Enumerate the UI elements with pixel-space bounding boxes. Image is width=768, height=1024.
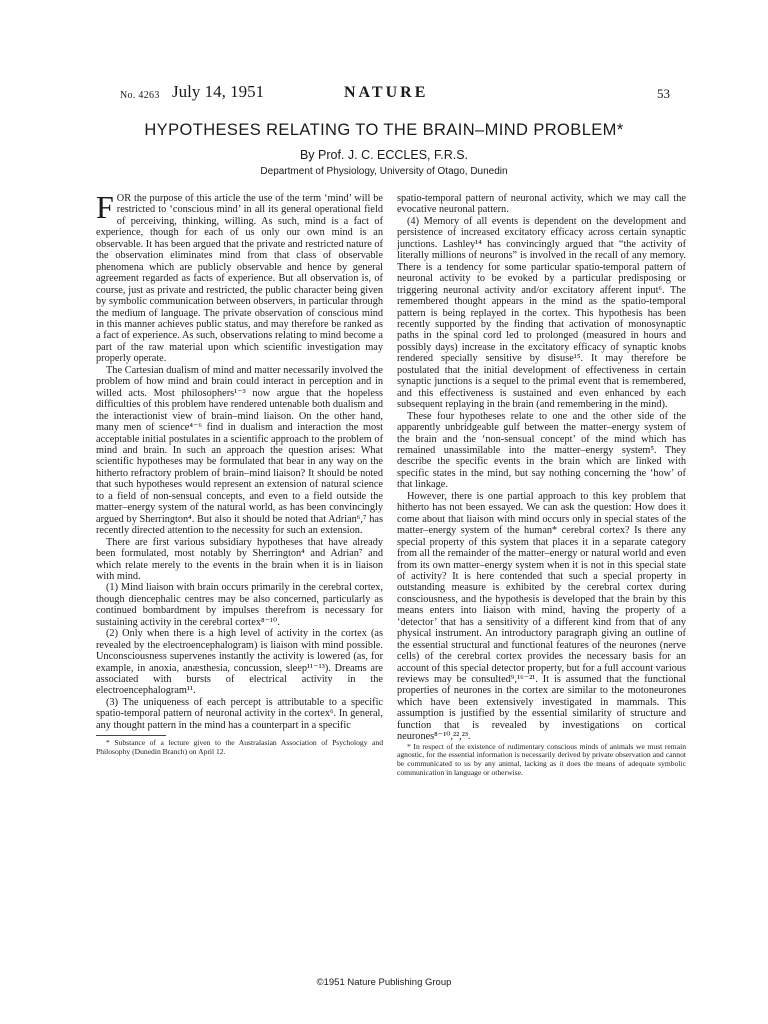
issue-number: No. 4263 bbox=[120, 90, 160, 101]
copyright-notice: ©1951 Nature Publishing Group bbox=[316, 977, 452, 988]
paragraph: spatio-temporal pattern of neuronal activity, which we may call the evocative neuronal pattern. bbox=[397, 193, 686, 216]
article-affiliation: Department of Physiology, University of Otago, Dunedin bbox=[260, 166, 508, 177]
paragraph: These four hypotheses relate to one and the other side of the apparently unbridgeable gulf between the matter–energy system of the brain and the ‘non-sensual concept’ of the mind which has remained unassimilable into the matter–energy system⁵. They describe the specific events in the brain which are linked with specific states in the mind, but say nothing concerning the ‘how’ of that linkage. bbox=[397, 410, 686, 491]
right-column bbox=[397, 193, 686, 777]
paragraph: The Cartesian dualism of mind and matter necessarily involved the problem of how mind and brain could interact in perception and in willed acts. Most philosophers¹⁻³ now argue that the hopeless difficulties of this problem have rendered untenable both dualism and the interactionist view of brain–mind liaison. On the other hand, many men of science⁴⁻⁶ find in dualism and interaction the most acceptable initial postulates in a scientific approach to the problem of mind and brain. In such an approach the question arises: What scientific hypotheses may be formulated that bear in any way on the hitherto refractory problem of brain–mind liaison? It should be noted that such hypotheses would represent an extension of natural science to a field of non-sensual concepts, and even to a field outside the matter–energy system of the natural world, as has been convincingly argued by Sherrington⁴. But also it should be noted that Adrian⁶,⁷ has recently directed attention to the necessity for such an extension. bbox=[96, 364, 383, 537]
article-author: By Prof. J. C. ECCLES, F.R.S. bbox=[299, 148, 469, 162]
footnote: * In respect of the existence of rudimentary conscious minds of animals we must remain agnostic, for the essential information is necessarily derived by private observation and cannot be communicated to us by any animal, lacking as it does the means of adequate symbolic communication in language or otherwise. bbox=[397, 741, 686, 777]
page-header bbox=[120, 82, 670, 108]
journal-name: NATURE bbox=[344, 84, 429, 101]
paragraph: (4) Memory of all events is dependent on the development and persistence of increased excitatory efficacy across certain synaptic junctions. Lashley¹⁴ has convincingly argued that “the activity of literally millions of neurons” is involved in the recall of any memory. There is a tendency for some particular spatio-temporal pattern of neuronal activity to be evoked by a particular predisposing or triggering neuronal activity and/or excitatory afferent input⁶. The remembered thought appears in the mind as the spatio-temporal pattern is being replayed in the cortex. This hypothesis has been recently supported by the finding that activation of monosynaptic paths in the spinal cord led to prolonged (measured in hours and possibly days) increase in the excitatory efficacy of synaptic knobs rendered specially sensitive by disuse¹⁵. It may therefore be postulated that the initial development of effectiveness in certain synaptic junctions is a sequel to the primal event that is remembered, and this effectiveness is sustained and even enhanced by each subsequent replaying in the brain (and remembering in the mind). bbox=[397, 215, 686, 411]
footnote: * Substance of a lecture given to the Australasian Association of Psychology and Philosophy (Dunedin Branch) on April 12. bbox=[96, 738, 383, 756]
paragraph: FOR the purpose of this article the use of the term ‘mind’ will be restricted to ‘conscious mind’ in all its general operational field of perceiving, thinking, willing. As such, mind is a fact of experience, though for each of us only our own mind is an observable. It has been argued that the private and restricted nature of the observation eliminates mind from that class of observable phenomena which are publicly observable and hence by general agreement regarded as facts of experience. But all observation is, of course, just as private and restricted, the public character being given by symbolic communication between observers, in particular through the medium of language. The private observation of conscious mind in this manner achieves public status, and may therefore be ranked as a fact of experience. As such, observations relating to mind become a part of the raw material upon which scientific investigation may properly operate. bbox=[96, 189, 383, 365]
paragraph: (1) Mind liaison with brain occurs primarily in the cerebral cortex, though diencephalic centres may be also concerned, particularly as continued bombardment by impulses therefrom is necessary for sustaining activity in the cerebral cortex⁸⁻¹⁰. bbox=[96, 582, 383, 628]
article-title: HYPOTHESES RELATING TO THE BRAIN–MIND PROBLEM* bbox=[144, 121, 624, 139]
paragraph: (2) Only when there is a high level of activity in the cortex (as revealed by the electroencephalogram) is liaison with mind possible. Unconsciousness supervenes instantly the activity is lowered (as, for example, in anoxia, anæsthesia, concussion, sleep¹¹⁻¹³). Dreams are associated with bursts of electrical activity in the electroencephalogram¹¹. bbox=[96, 628, 383, 697]
left-column bbox=[96, 189, 383, 756]
paragraph: (3) The uniqueness of each percept is attributable to a specific spatio-temporal pattern of neuronal activity in the cortex⁶. In general, any thought pattern in the mind has a counterpart in a specific bbox=[96, 696, 383, 731]
page-number: 53 bbox=[657, 86, 670, 101]
drop-cap: F bbox=[96, 189, 114, 225]
paragraph: There are first various subsidiary hypotheses that have already been formulated, most notably by Sherrington⁴ and Adrian⁷ and which relate merely to the events in the brain when it is in liaison with mind. bbox=[96, 536, 383, 582]
paragraph: However, there is one partial approach to this key problem that hitherto has not been essayed. We can ask the question: How does it come about that liaison with mind occurs only in special states of the matter–energy system of the human* cerebral cortex? Is there any special property of this system that places it in a separate category from all the remainder of the matter–energy or natural world and even from its own matter–energy system when it is not in this special state of activity? It is here contended that such a special property in outstanding measure is exhibited by the cerebral cortex during consciousness, and the hypothesis is developed that the brain by this means enters into liaison with mind, having the property of a ‘detector’ that has a sensitivity of a different kind from that of any physical instrument. An introductory paragraph giving an outline of the essential structural and functional features of the neurones (nerve cells) of the cerebral cortex provides the necessary basis for an account of this special detector property, but for a full account various reviews may be consulted⁹,¹⁶⁻²¹. It is assumed that the functional properties of neurones in the cortex are similar to the motoneurones which have been extensively investigated in mammals. This assumption is justified by the essential similarity of structure and function that is revealed by investigations on cortical neurones⁸⁻¹⁰,²²,²³. bbox=[397, 490, 686, 743]
issue-date: July 14, 1951 bbox=[172, 82, 265, 101]
footnote-divider bbox=[96, 735, 166, 736]
